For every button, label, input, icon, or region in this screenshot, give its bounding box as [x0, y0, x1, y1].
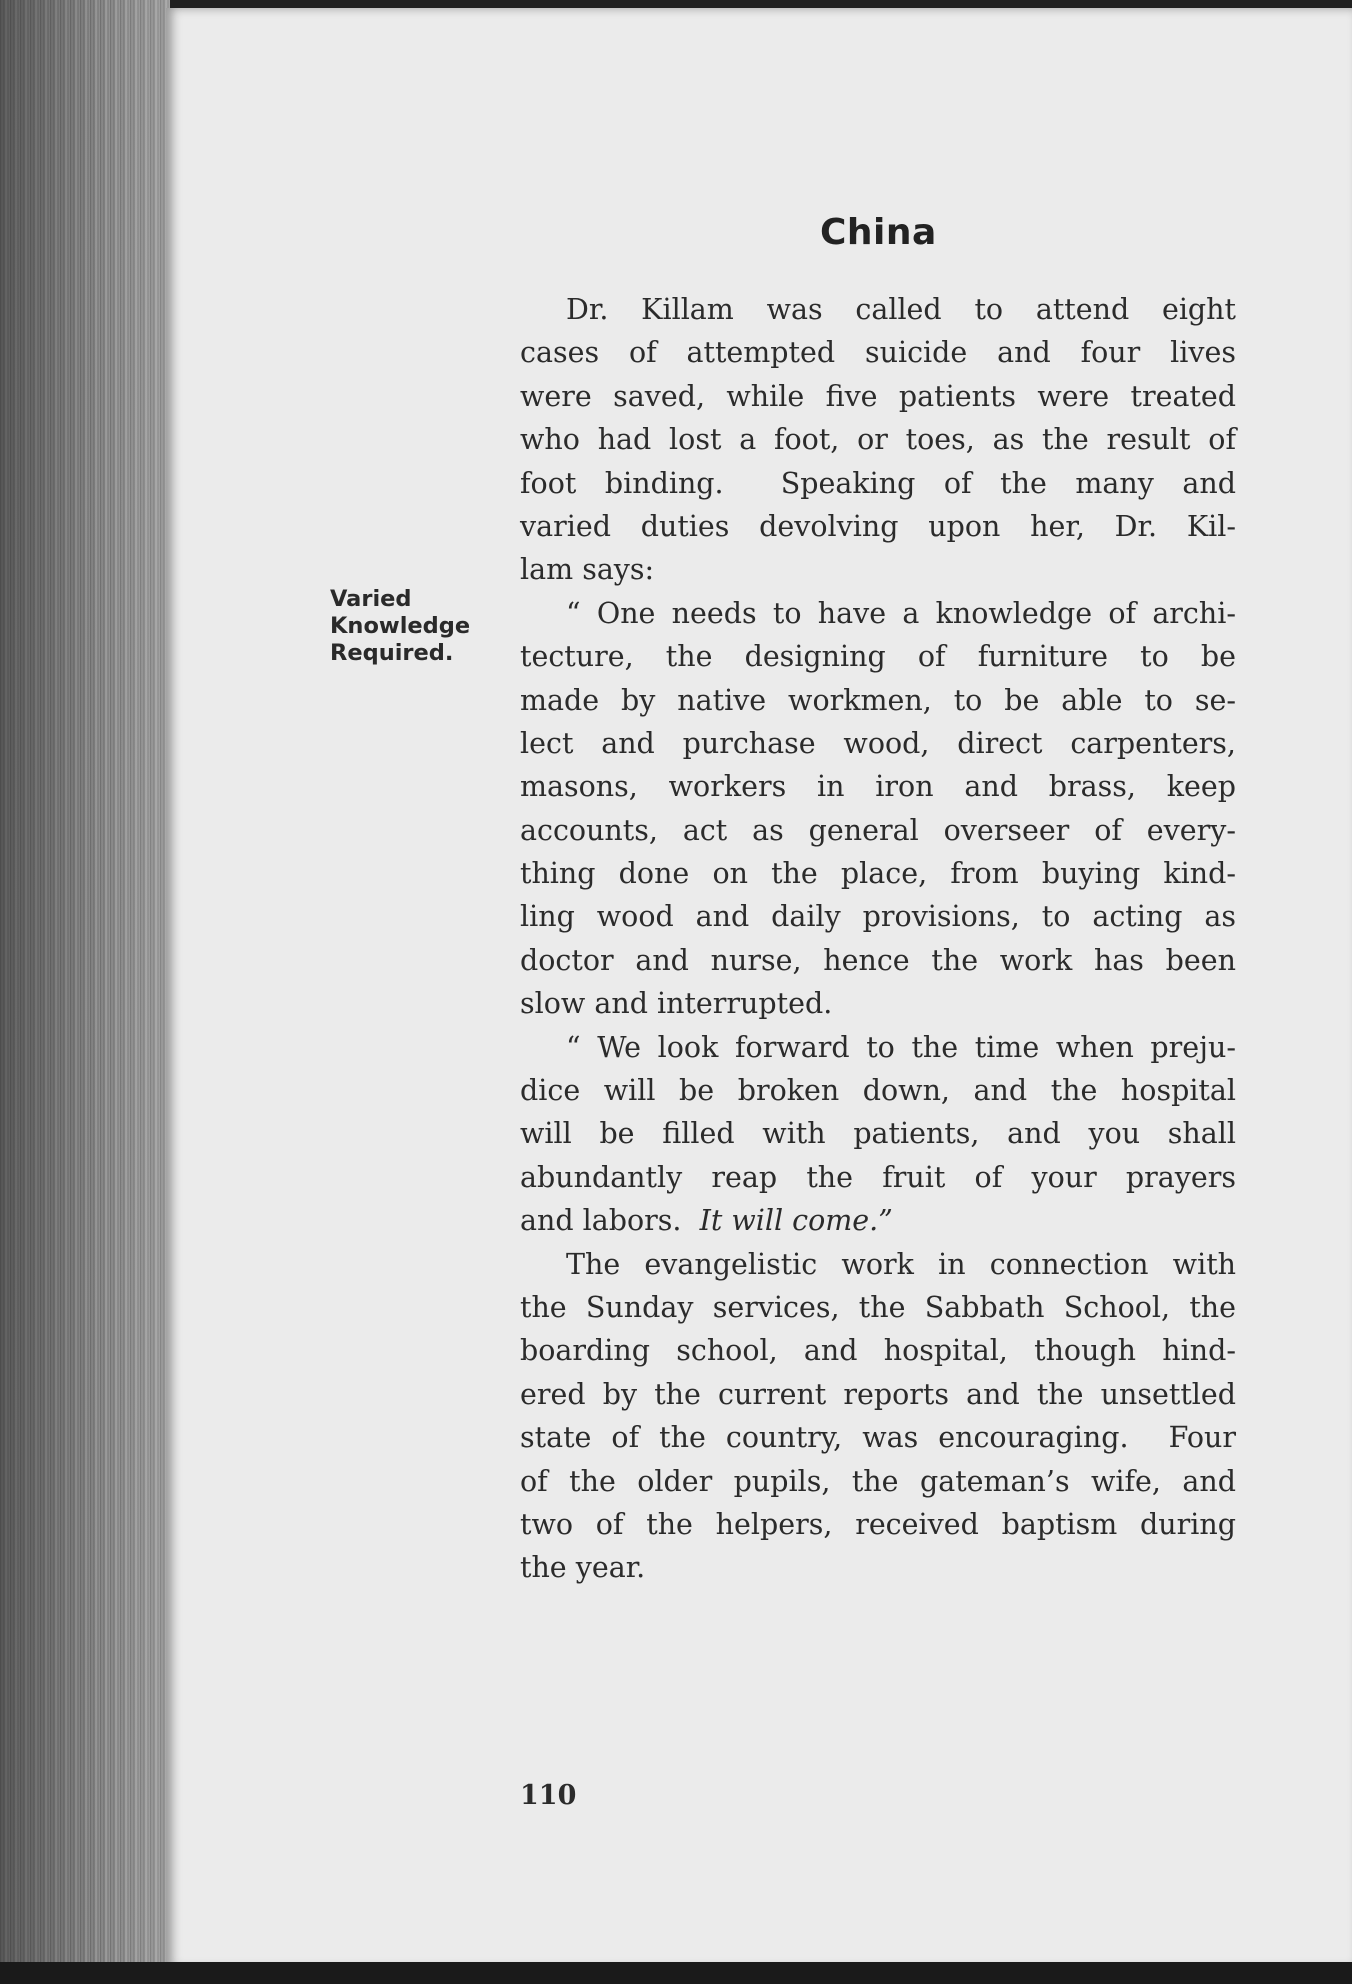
text-line [520, 1503, 1236, 1546]
text-line-content: lect and purchase wood, direct carpenters, [520, 726, 1236, 760]
text-line-content: will be filled with patients, and you shall [520, 1117, 1236, 1151]
text-line [520, 1329, 1236, 1372]
text-line-content: “ One needs to have a knowledge of archi- [566, 596, 1236, 630]
text-line-content: of the older pupils, the gateman’s wife, and [520, 1464, 1236, 1498]
text-line-content: foot binding. Speaking of the many and [520, 466, 1236, 500]
text-line [520, 462, 1236, 505]
text-line [520, 1156, 1236, 1199]
text-line-content: the year. [520, 1551, 646, 1585]
text-line-content: accounts, act as general overseer of every- [520, 813, 1236, 847]
text-line [520, 722, 1236, 765]
text-line-content: doctor and nurse, hence the work has been [520, 943, 1236, 977]
text-line-content: ling wood and daily provisions, to acting as [520, 900, 1236, 934]
text-line-content: dice will be broken down, and the hospital [520, 1074, 1236, 1108]
text-line-content: cases of attempted suicide and four lives [520, 336, 1236, 370]
text-line [520, 852, 1236, 895]
running-head: China [820, 212, 937, 253]
text-line-content: thing done on the place, from buying kind- [520, 857, 1236, 891]
text-line [520, 1373, 1236, 1416]
text-line-content: slow and interrupted. [520, 987, 833, 1021]
scan-bottom-edge [0, 1962, 1352, 1984]
text-line-content: “ We look forward to the time when preju- [566, 1030, 1236, 1064]
sidenote-line: Varied [330, 586, 412, 612]
text-line [520, 809, 1236, 852]
text-line-content: tecture, the designing of furniture to be [520, 640, 1236, 674]
text-line-content: masons, workers in iron and brass, keep [520, 770, 1236, 804]
text-line-content: two of the helpers, received baptism during [520, 1507, 1236, 1541]
margin-sidenote [330, 586, 490, 667]
text-line [520, 1069, 1236, 1112]
text-line [520, 375, 1236, 418]
text-line [520, 679, 1236, 722]
text-line [520, 1460, 1236, 1503]
text-line [520, 1286, 1236, 1329]
body-text [520, 288, 1236, 1590]
text-line-content: who had lost a foot, or toes, as the result of [520, 423, 1236, 457]
text-line [520, 765, 1236, 808]
text-line [520, 1026, 1236, 1069]
text-line [520, 635, 1236, 678]
sidenote-line: Knowledge [330, 613, 471, 639]
text-line-content: abundantly reap the fruit of your prayers [520, 1160, 1236, 1194]
text-line-content: the Sunday services, the Sabbath School, the [520, 1290, 1236, 1324]
text-line-content: varied duties devolving upon her, Dr. Kil- [520, 509, 1236, 543]
text-line-content: were saved, while five patients were treated [520, 379, 1236, 413]
text-line-content: state of the country, was encouraging. Four [520, 1421, 1236, 1455]
text-line-content: and labors. [520, 1204, 700, 1238]
page-number: 110 [520, 1780, 577, 1811]
text-line [520, 1112, 1236, 1155]
text-line [520, 1416, 1236, 1459]
text-line [520, 1546, 1236, 1589]
sidenote-line: Required. [330, 640, 454, 666]
text-line [520, 982, 1236, 1025]
text-line-content: made by native workmen, to be able to se- [520, 683, 1236, 717]
text-line [520, 1199, 1236, 1242]
text-line [520, 1243, 1236, 1286]
text-line [520, 331, 1236, 374]
text-line-content: The evangelistic work in connection with [566, 1247, 1236, 1281]
text-line [520, 895, 1236, 938]
text-line-content: Dr. Killam was called to attend eight [566, 293, 1236, 326]
text-line-content: boarding school, and hospital, though hind- [520, 1334, 1236, 1368]
text-line [520, 505, 1236, 548]
text-line-content: lam says: [520, 553, 655, 587]
text-line [520, 418, 1236, 461]
text-line [520, 548, 1236, 591]
text-line [520, 939, 1236, 982]
text-line-content: ered by the current reports and the unsettled [520, 1377, 1236, 1411]
text-line [520, 592, 1236, 635]
book-page-edges [0, 0, 170, 1984]
text-line [520, 288, 1236, 331]
italic-emphasis: It will come.” [699, 1204, 893, 1238]
